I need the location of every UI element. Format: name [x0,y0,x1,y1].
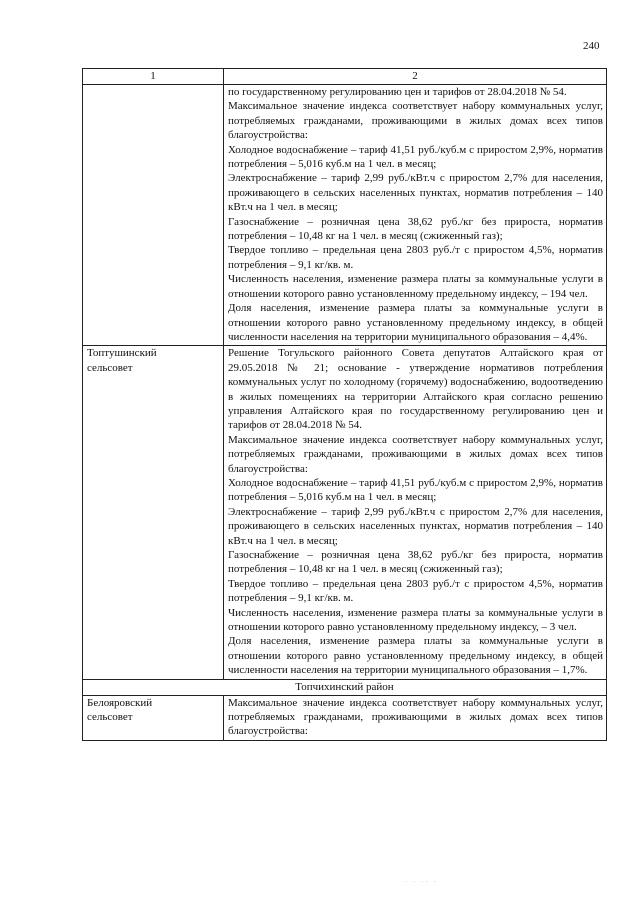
paragraph: Решение Тогульского районного Совета депутатов Алтайского края от 29.05.2018 № 21; основание - утверждение нормативов потребления коммунальных услуг по холодному (горячему) водоснабжению, водоотведению в жилых помещениях на территории Алтайского края согласно решению управления Алтайского края по государственному регулированию цен и тарифов от 28.04.2018 № 54. [228,347,603,432]
paragraph: Газоснабжение – розничная цена 38,62 руб./кг без прироста, норматив потребления – 10,48 кг на 1 чел. в месяц (сжиженный газ); [228,549,603,576]
paragraph: Твердое топливо – предельная цена 2803 руб./т с приростом 4,5%, норматив потребления – 9,1 кг/кв. м. [228,577,603,605]
paragraph: Максимальное значение индекса соответствует набору коммунальных услуг, потребляемых гражданами, проживающими в жилых домах всех типов благоустройства: [228,100,603,142]
paragraph: Максимальное значение индекса соответствует набору коммунальных услуг, потребляемых гражданами, проживающими в жилых домах всех типов благоустройства: [228,433,603,475]
municipality-name-cell: Белояровский сельсовет [83,695,224,740]
section-row [83,679,607,695]
page-number: 240 [583,40,600,52]
data-table [82,68,607,741]
municipality-name-cell: Топтушинский сельсовет [83,346,224,679]
description-cell [224,695,607,740]
scan-artifact: · · ·· · [405,878,438,886]
paragraph: Холодное водоснабжение – тариф 41,51 руб./куб.м с приростом 2,9%, норматив потребления – 5,016 куб.м на 1 чел. в месяц; [228,143,603,171]
column-header-2: 2 [224,69,607,85]
paragraph: Холодное водоснабжение – тариф 41,51 руб./куб.м с приростом 2,9%, норматив потребления – 5,016 куб.м на 1 чел. в месяц; [228,476,603,504]
table-row-toptushinsky [83,346,607,679]
paragraph: Численность населения, изменение размера платы за коммунальные услуги в отношении которого равно установленному предельному индексу, – 3 чел. [228,606,603,634]
description-cell [224,346,607,679]
paragraph: Численность населения, изменение размера платы за коммунальные услуги в отношении которого равно установленному предельному индексу, – 194 чел. [228,273,603,300]
table-header-row [83,69,607,85]
paragraph: Твердое топливо – предельная цена 2803 руб./т с приростом 4,5%, норматив потребления – 9,1 кг/кв. м. [228,244,603,271]
paragraph: Максимальное значение индекса соответствует набору коммунальных услуг, потребляемых гражданами, проживающими в жилых домах всех типов благоустройства: [228,696,603,738]
section-title: Топчихинский район [83,679,607,695]
paragraph: по государственному регулированию цен и тарифов от 28.04.2018 № 54. [228,86,567,98]
table-row-beloyarovsky [83,695,607,740]
paragraph: Электроснабжение – тариф 2,99 руб./кВт.ч с приростом 2,7% для населения, проживающего в сельских населенных пунктах, норматив потребления – 140 кВт.ч на 1 чел. в месяц; [228,172,603,214]
paragraph: Доля населения, изменение размера платы за коммунальные услуги в отношении которого равно установленному предельному индексу, в общей численности населения на территории муниципального образования – 1,7%. [228,635,603,677]
table-row-continuation [83,85,607,346]
paragraph: Электроснабжение – тариф 2,99 руб./кВт.ч с приростом 2,7% для населения, проживающего в сельских населенных пунктах, норматив потребления – 140 кВт.ч на 1 чел. в месяц; [228,505,603,547]
municipality-name-cell [83,85,224,346]
description-cell [224,85,607,346]
column-header-1: 1 [83,69,224,85]
paragraph: Газоснабжение – розничная цена 38,62 руб./кг без прироста, норматив потребления – 10,48 кг на 1 чел. в месяц (сжиженный газ); [228,215,603,243]
paragraph: Доля населения, изменение размера платы за коммунальные услуги в отношении которого равно установленному предельному индексу, в общей численности населения на территории муниципального образования – 4,4%. [228,302,603,343]
